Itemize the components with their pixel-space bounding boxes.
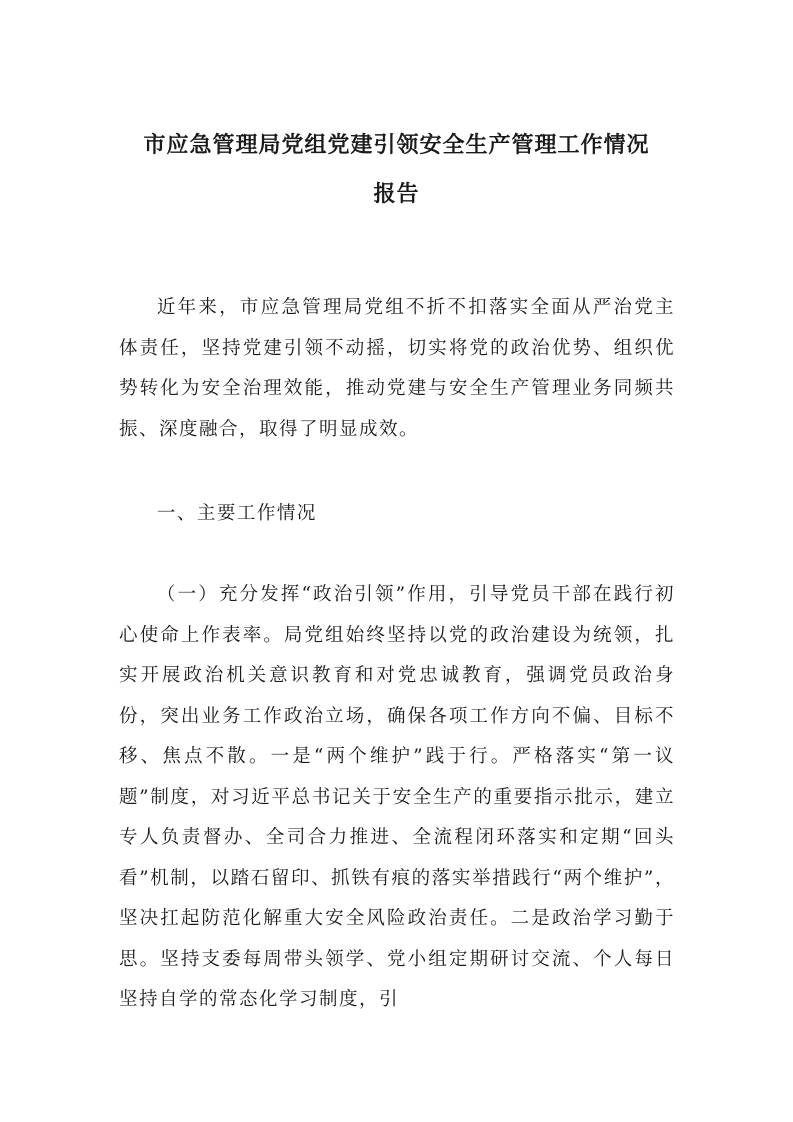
intro-paragraph: 近年来，市应急管理局党组不折不扣落实全面从严治党主体责任，坚持党建引领不动摇，切实将党的政治优势、组织优势转化为安全治理效能，推动党建与安全生产管理业务同频共振、深度融合，取得了明显成效。 xyxy=(119,297,675,440)
section-paragraph: （一）充分发挥“政治引领”作用，引导党员干部在践行初心使命上作表率。局党组始终坚持以党的政治建设为统领，扎实开展政治机关意识教育和对党忠诚教育，强调党员政治身份，突出业务工作政治立场，确保各项工作方向不偏、目标不移、焦点不散。一是“两个维护”践于行。严格落实“第一议题”制度，对习近平总书记关于安全生产的重要指示批示，建立专人负责督办、全司合力推进、全流程闭环落实和定期“回头看”机制，以踏石留印、抓铁有痕的落实举措践行“两个维护”，坚决扛起防范化解重大安全风险政治责任。二是政治学习勤于思。坚持支委每周带头领学、党小组定期研讨交流、个人每日坚持自学的常态化学习制度，引 xyxy=(119,584,675,1010)
document-title-line-2: 报告 xyxy=(373,181,420,207)
section-heading: 一、主要工作情况 xyxy=(156,503,317,524)
document-title-line-1: 市应急管理局党组党建引领安全生产管理工作情况 xyxy=(143,132,650,158)
